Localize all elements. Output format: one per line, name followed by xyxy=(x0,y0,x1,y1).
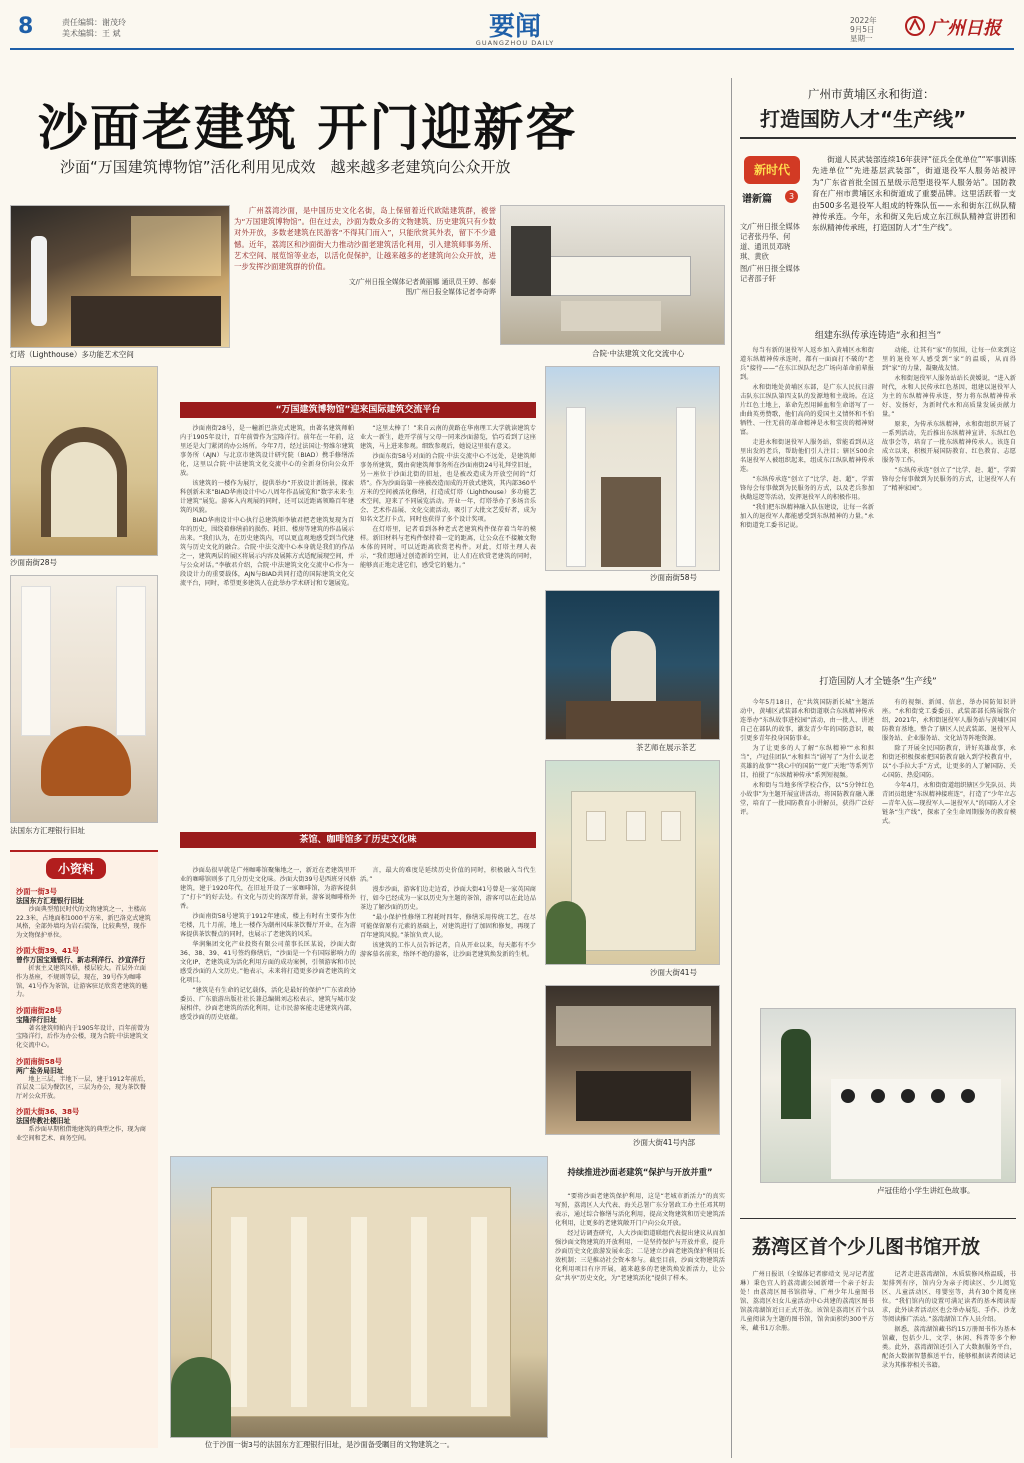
photo-south-street-58 xyxy=(545,366,720,571)
photo-tea-ceremony xyxy=(545,590,720,740)
sidebar-item-address: 沙面大街36、38号 xyxy=(16,1107,80,1117)
right-section1-col2 xyxy=(882,346,1016,652)
photo-shamian-41-interior xyxy=(545,985,720,1135)
paragraph: 走进永和街退役军人服务站，常能看到从这里出发的老兵，帮助他们引人注目；辖区500余名退役军人被组织起来，组成东江纵队精神传承连。 xyxy=(740,439,874,473)
paragraph: 沙面东街58号对面的合院·中法交流中心不远处，是建筑师事务所建筑，冀由荷建筑师事务所在沙面南街24号礼拜堂旧址，另一座位于沙面北街的旧址，也是被改造成为开放空间的“灯塔”。作为沙面岛第一座被改造而成的开放式建筑，其内部360平方米的空间被活化修缮，打造成灯塔（Lighthouse）多功能艺术空间，迎来了不同展览活动。开业一年，灯塔举办了多场音乐会、艺术作品展、文化交流活动，吸引了大批文艺爱好者，成为知名文艺打卡点，同时也获得了多个设计奖项。 xyxy=(360,453,536,523)
section-heading-tea-coffee: 茶馆、咖啡馆多了历史文化味 xyxy=(180,832,536,848)
sidebar-item-address: 沙面一街3号 xyxy=(16,887,57,896)
paragraph: 沙面岛很早就是广州咖啡馆聚集地之一，新近在老建筑里开业的咖啡馆则多了几分历史文化味。沙面大街39号是西班牙风格建筑，建于1920年代，在旧址开设了一家咖啡馆，为游客提供了“打卡”的好去处。有文化与历史的深厚背景，游客说咖啡格外香。 xyxy=(180,867,356,910)
library-article-col1 xyxy=(740,1270,874,1455)
sidebar-item-text: 沙面典型殖民时代的文物建筑之一，主楼高22.3米，占地面积1000平方米，新巴洛克式建筑风格，全部外墙均为岩石装饰，比较典型，现作为文物保护单位。 xyxy=(16,906,151,939)
photo-red-story-class xyxy=(760,1008,1016,1183)
sidebar-item-name: 法国东方汇理银行旧址 xyxy=(16,897,84,905)
sidebar-item-text: 系沙面早期租借地建筑的典型之作，现为商业空间和艺术、商务空间。 xyxy=(16,1126,146,1142)
intro-box xyxy=(234,205,496,358)
section-heading-exchange-platform: “万国建筑博物馆”迎来国际建筑交流平台 xyxy=(180,402,536,418)
right-headline-rule xyxy=(740,137,1016,139)
main-headline: 沙面老建筑 开门迎新客 xyxy=(38,98,578,157)
paragraph: 在灯塔里，记者看到各种老式老建筑构件保存着当年的模样。新旧材料与老构件保持着一定的距离，让公众在不接触文物本体的同时，可以近距离欣赏老构件。对此，灯塔主理人表示，“我们想通过创造新的空间，让人们在欣赏老建筑的同时，能够真正地走进它们，感受它的魅力。” xyxy=(360,526,536,569)
paragraph: 今年5月18日，在“共筑国防新长城”主题活动中，黄埔区武装部永和街道联合东纵精神传承连举办“东纵故事进校园”活动，由一批人、讲述自己在部队的故事，激发青少年的国防意识，吸引更多青年投身国防事业。 xyxy=(740,699,874,742)
right-kicker: 广州市黄埔区永和街道： xyxy=(808,87,935,101)
series-badge-sub: 谱新篇 xyxy=(742,194,772,205)
right-byline-photo: 图/广州日报全媒体记者邵子轩 xyxy=(740,264,800,283)
paragraph: 言，最大的难度是延续历史价值的同时，积极融入当代生活。” xyxy=(360,867,536,883)
sidebar-item xyxy=(16,1107,152,1143)
caption-exchange-center: 合院·中法建筑文化交流中心 xyxy=(592,349,685,358)
photo-exchange-center-model xyxy=(500,205,725,345)
section-title: 要闻 xyxy=(488,12,541,42)
sidebar-item-name: 法国传教社楼旧址 xyxy=(16,1117,71,1126)
photo-shamian-41-exterior xyxy=(545,760,720,965)
newspaper-name: 广州日报 xyxy=(929,18,1001,39)
caption-french-bank: 位于沙面一街3号的法国东方汇理银行旧址，是沙面备受瞩目的文物建筑之一。 xyxy=(205,1440,454,1449)
right-byline-text: 文/广州日报全媒体记者张丹华、何道、通讯员邓晓琪、黄欣 xyxy=(740,222,800,261)
right-section1-heading-text: 组建东纵传承连铸造“永和担当” xyxy=(814,331,942,341)
intro-text: 广州荔湾沙面，是中国历史文化名街，岛上保留着近代欧陆建筑群，被誉为“万国建筑博物馆”。但在过去，沙面为数众多的文物建筑、历史建筑只有少数对外开放，多数老建筑在民游客“不得其门而入”，只能欣赏其外表，留下不少遗憾。近年，荔湾区和沙面街大力推动沙面老建筑活化利用，引入建筑师事务所、艺术空间、展览馆等业态，以活化促保护，让越来越多的老建筑向公众开放，进一步发挥沙面建筑群的价值。 xyxy=(234,206,496,272)
caption-south-street-28: 沙面南街28号 xyxy=(10,558,58,567)
library-article-col2 xyxy=(882,1270,1016,1455)
paragraph: 原来，为传承东纵精神，永和街组织开展了一系列活动，先后推出东纵精神宣讲、东纵红色故事会等，培育了一批东纵精神传承人。该连自成立以来，积极开展国防教育、红色教育、志愿服务等工作。 xyxy=(882,421,1016,464)
paragraph: 动能，让其有“家”的氛围，让每一位来到这里的退役军人感受到“家”的温暖，从而得到“家”的力量，凝聚战友情。 xyxy=(882,347,1016,372)
paragraph: 有的视频、新闻、信息，举办国防知识讲座。“永和街党工委委员、武装部部长陈展铭介绍，2021年，永和街退役军人服务站与黄埔区国防教育基地，整合了辖区人民武装部、退役军人服务站、企业服务站、文化站等阵地资源。 xyxy=(882,699,1016,742)
masthead-rule xyxy=(10,48,1014,50)
sidebar-item xyxy=(16,1057,152,1102)
sidebar-item-address: 沙面南街28号 xyxy=(16,1005,62,1015)
caption-tea-ceremony: 茶艺师在展示茶艺 xyxy=(636,743,696,752)
series-badge-number: 3 xyxy=(785,190,798,203)
right-section2-heading-text: 打造国防人才全链条“生产线” xyxy=(819,677,937,687)
right-section1-heading xyxy=(740,328,1016,341)
paragraph: 漫步沙面，游客们边走边看，沙面大街41号曾是一家英国商行，如今已经成为一家以历史为主题的茶馆，游客可以在此边品茶边了解沙面的历史。 xyxy=(360,886,536,911)
paragraph: 据悉，荔湾湖馆藏书约15万册图书作为基本馆藏，包括少儿、文学、休闲、科普等多个种类。此外，荔湾湖馆还引入了大数据服务平台，配备大数据智慧推送平台，能够根据读者阅读记录为其推荐相关书籍。 xyxy=(882,1326,1016,1369)
column-divider xyxy=(731,78,732,1458)
intro-byline: 文/广州日报全媒体记者黄丽娜 通讯员王婷、郝泰 xyxy=(348,278,496,287)
paragraph: “建筑是有生命的记忆载体，活化是最好的保护”广东省政协委员、广东旅游出版社社长兼总编辑刘志松表示，建筑与城市发展相伴，沙面老建筑的活化利用，让市民游客能走进建筑内部，感受沙面的历史底蕴。 xyxy=(180,987,356,1021)
sidebar-item-name: 两广盐务局旧址 xyxy=(16,1066,64,1075)
paragraph: 该建筑的一楼作为展厅，提供举办“开放设计新场景，探索科创新未来”BIAD华南设计中心八周年作品展览和“数字未来·生计建筑”展览。游客入内观展的同时，还可以近距离领略百年建筑的风貌。 xyxy=(180,480,354,514)
caption-south-street-58: 沙面南街58号 xyxy=(650,573,698,582)
caption-bank-interior: 法国东方汇理银行旧址 xyxy=(10,826,85,835)
sidebar-title: 小资料 xyxy=(46,858,106,879)
paragraph: 今年4月，永和街街道组织辖区少先队员、共青团员组建“东纵精神接班连”，打造了“少年立志—青年入伍—现役军人—退役军人”的国防人才全链条“生产线”，探索了全生命周期服务的教育模式。 xyxy=(882,782,1016,825)
photo-south-street-28 xyxy=(10,366,158,556)
article-section2-col2 xyxy=(360,866,536,1156)
photo-bank-interior xyxy=(10,575,158,823)
paragraph: “东纵传承连”创立了“比学、赶、超”，学雷锋每会每事做到为民服务的方式，以及老兵参加执勤巡逻等活动，发挥退役军人的积极作用。 xyxy=(740,476,874,501)
paragraph: “最小保护性修缮工程耗时四年，修缮采用传统工艺，在尽可能保留原有元素的基础上，对建筑进行了加固和修复，再现了百年建筑风貌。”茶馆负责人说。 xyxy=(360,914,536,939)
paragraph: 沙面南街28号，是一幢新巴洛克式建筑，由著名建筑师帕内于1905年设计，百年前曾作为宝隆洋行。前年在一年前，这里还是大门紧闭的办公场所。今年7月，经过法国让·努维尔建筑事务所（AJN）与北京市建筑设计研究院（BIAD）携手修缮活化，这里以合院·中法建筑文化交流中心的全新身份向公众开放。 xyxy=(180,425,354,477)
article-section3 xyxy=(555,1192,725,1454)
newspaper-logo xyxy=(905,14,1015,40)
article-section1-col2 xyxy=(360,424,536,732)
caption-shamian-41-interior: 沙面大街41号内部 xyxy=(633,1138,696,1147)
sidebar-item xyxy=(16,887,152,940)
paragraph: 永和街退役军人服务站站长黄媛说，“进入新时代，永和人民传承红色基因，组建以退役军人为主的东纵精神传承连，努力将东纵精神传承好、发扬好，为新时代永和高质量发展贡献力量。” xyxy=(882,375,1016,418)
article-section1-col1 xyxy=(180,424,354,732)
paragraph: 沙面南街58号建筑于1912年建成，楼上有时有主要作为住宅楼，几十月前，地上一楼作为潮州风味茶饮餐厅开业，在为游客提供茶饮餐点的同时，也展示了老建筑的风采。 xyxy=(180,913,356,938)
paragraph: BIAD华南设计中心执行总建筑师李敏君把老建筑复现为百年的历史，围绕着修缮前的损伤、耗旧、楼房等建筑的作品展示出来。“我们认为，在历史建筑内，可以更直观地感受到当代建筑与历史文化的融合。合院·中法交流中心本身就是我们的作品之一，建筑两层的展区将展示内容及展陈方式适配展现空间，并与公众对话。”李敏君介绍，合院·中法建筑文化交流中心作为一段设计力的重要载体，AJN与BIAD共同打造的国际建筑文化交流平台，同时，希望更多建筑人在此举办学术研讨和专题展览。 xyxy=(180,517,354,587)
paragraph: 华润集团文化产业投资有限公司董事长匡某说，沙面大街36、38、39、41号签约修缮后，“沙面是一个有国际影响力的文化IP，老建筑成为活化利用方面的成功案例，引领游客和市民感受沙面的人文历史。”他表示，未来将打造更多沙面老建筑的文化项目。 xyxy=(180,941,356,984)
sidebar-item-address: 沙面南街58号 xyxy=(16,1056,62,1066)
library-headline: 荔湾区首个少儿图书馆开放 xyxy=(752,1236,981,1258)
paragraph: “我们把东纵精神融入队伍建设，让每一名新加入的退役军人都能感受到东纵精神的力量。”永和街道党工委书记说。 xyxy=(740,504,874,529)
masthead xyxy=(0,0,1024,50)
right-section1-col1 xyxy=(740,346,874,652)
paragraph: 经过访调查研究，人大沙面街道联组代表提出建议从而加强沙面文物建筑的开放利用，一是坚持保护与开放并重，提升沙面历史文化旅游发展业态；二是建立沙面老建筑保护利用长效机制；三是推动社会资本参与。截至目前，沙面文物建筑活化利用项目有序开展，越来越多的老建筑焕发新活力，让公众“共享”历史文化，为“老建筑活化”提供了样本。 xyxy=(555,1230,725,1282)
caption-shamian-41: 沙面大街41号 xyxy=(650,968,698,977)
caption-red-story: 卢冠佳给小学生讲红色故事。 xyxy=(877,1186,975,1195)
sidebar-item-address: 沙面大街39、41号 xyxy=(16,946,80,956)
right-headline: 打造国防人才“生产线” xyxy=(760,107,967,131)
intro-byline-2: 图/广州日报全媒体记者李奇晔 xyxy=(405,288,496,297)
photo-french-bank-exterior xyxy=(170,1156,548,1438)
sidebar-item xyxy=(16,1006,152,1051)
issue-date-2: 9月5日 xyxy=(850,25,875,34)
paragraph: 永和街与当地多所学校合作，以“5分钟红色小故事”为主题开展宣讲活动，将国防教育融入课堂，培育了一批国防教育小讲解员，获得广泛好评。 xyxy=(740,782,874,816)
paragraph: 记者走进荔湾湖馆，木质装修风格温暖，书架排列有序，馆内分为亲子阅读区、少儿阅览区、儿童活动区、母婴室等，共有30个阅览座位。“我们馆内的设置可满足读者的基本阅读需求，此外读者活动区也会举办展览、手作、沙龙等阅读推广活动。”荔湾湖馆工作人员介绍。 xyxy=(882,1271,1016,1323)
right-byline xyxy=(740,222,802,284)
paragraph: “东纵传承连”创立了“比学、赶、超”，学雷锋每会每事做到为民服务的方式，让退役军人有了“精神家园”。 xyxy=(882,467,1016,492)
right-rule-2 xyxy=(740,1218,1016,1219)
editor-line-2: 美术编辑：王 斌 xyxy=(62,29,121,38)
issue-date: 2022年 xyxy=(850,16,877,25)
section-heading-protection xyxy=(555,1166,725,1178)
caption-lighthouse: 灯塔（Lighthouse）多功能艺术空间 xyxy=(10,350,134,359)
section-subtitle: GUANGZHOU DAILY xyxy=(475,39,555,47)
right-intro: 街道人民武装部连续16年获评“征兵全优单位”“军事训练先进单位”“先进基层武装部”，街道退役军人服务站被评为“广东省首批全国五星级示范型退役军人服务站”。国防教育在广州市黄埔区永和街道成了重要品牌。这里活跃着一支由500多名退役军人组成的特殊队伍——永和街东江纵队精神传承连。今年，永和街又先后成立东江纵队精神宣讲团和东纵精神传承班，打造国防人才“生产线”。 xyxy=(812,155,1016,233)
paragraph: 永和街地处黄埔区东部，是广东人民抗日游击队东江纵队第四支队的发源地和主战场。在这片红色土地上，革命先烈用鲜血和生命谱写了一曲曲英勇赞歌，他们高尚的爱国主义情怀和不怕牺牲、一往无前的革命精神是永和宝贵的精神财富。 xyxy=(740,384,874,436)
logo-mark-icon xyxy=(905,16,925,36)
section-heading-protection-text: 持续推进沙面老建筑“保护与开放并重” xyxy=(567,1167,713,1177)
right-section2-heading xyxy=(740,674,1016,687)
paragraph: “要将沙面老建筑保护利用，这是“老城市新活力”的真实写照，荔湾区人大代表、海关总署广东分署政工办主任邓其明表示，通过综合修缮与活化利用，提高文物建筑和历史建筑活化利用，让更多的老建筑敞开门户向公众开放。 xyxy=(555,1193,725,1227)
series-badge-main: 新时代 xyxy=(744,156,800,184)
paragraph: 广州日报讯（全媒体记者廖靖文 见习记者蓝琳）秉色宜人的荔湾湖公园新增一个亲子好去处！由荔湾区图书馆指导、广州少年儿童图书馆、荔湾区妇女儿童活动中心共建的荔湾区图书馆荔湾湖馆近日正式开放。该馆是荔湾区首个以儿童阅读为主题的图书馆，馆舍面积约300平方米，藏书1万余册。 xyxy=(740,1271,874,1332)
issue-weekday: 星期一 xyxy=(850,34,873,43)
sidebar-item-name: 曾作万国宝通银行、新志利洋行、沙宣洋行 xyxy=(16,956,146,965)
sidebar-item xyxy=(16,946,152,999)
sidebar-item-text: 折衷主义建筑风格，楼层较大。首层外立面作为基座，不规则等层，现在，39号作为咖啡馆，41号作为茶馆，让游客驻足欣赏老建筑的魅力。 xyxy=(16,965,148,999)
paragraph: 每当有新的退役军人返乡加入黄埔区永和街道东纵精神传承连时，都有一面面打不破的“老兵”接待——“在东江纵队纪念广场向革命前辈报到。 xyxy=(740,347,874,381)
page-number: 8 xyxy=(18,14,34,39)
article-section2-col1 xyxy=(180,866,356,1156)
paragraph: 为了让更多的人了解“东纵精神”“永和担当”，卢冠佳团队“永和担当”剧写了“为什么说老英雄的故事”“我心中的国防”“宽广天地”等系列节目，拍摄了“东纵精神传承”系列短视频。 xyxy=(740,745,874,779)
paragraph: “这里太棒了！”来自云南的黄路在华南理工大学就读建筑专业大一新生，趁开学前与父母一同来沙面游览，恰巧看到了这座建筑，马上进来参观。细致参观后，她说这里很有意义。 xyxy=(360,425,536,450)
main-subheadline: 沙面“万国建筑博物馆”活化利用见成效 越来越多老建筑向公众开放 xyxy=(60,158,511,176)
paragraph: 该建筑的工作人员告诉记者，自从开业以来，每天都有不少游客慕名前来，络绎不绝的游客，让沙面老建筑焕发新的生机。 xyxy=(360,942,536,958)
sidebar-item-name: 宝隆洋行旧址 xyxy=(16,1015,57,1024)
paragraph: 除了开展全民国防教育，讲好英雄故事，永和街还积极探索把国防教育融入到学校教育中，以“小手拉大手”方式，让更多的人了解国防、关心国防、热爱国防。 xyxy=(882,745,1016,779)
editor-line-1: 责任编辑：谢茂玲 xyxy=(62,18,126,27)
right-section2-col1 xyxy=(740,698,874,998)
series-badge xyxy=(740,150,810,220)
right-section2-col2 xyxy=(882,698,1016,998)
sidebar-item-text: 地上三层，半地下一层，建于1912年前后，首层及二层为餐饮区，三层为办公，现为茶饮餐厅对公众开放。 xyxy=(16,1075,150,1100)
photo-lighthouse-art-space xyxy=(10,205,230,348)
sidebar-item-text: 著名建筑师帕内于1905年设计，百年前曾为宝隆洋行，后作为办公楼，现为合院·中法建筑文化交流中心。 xyxy=(16,1024,150,1049)
sidebar-facts xyxy=(10,850,158,1448)
